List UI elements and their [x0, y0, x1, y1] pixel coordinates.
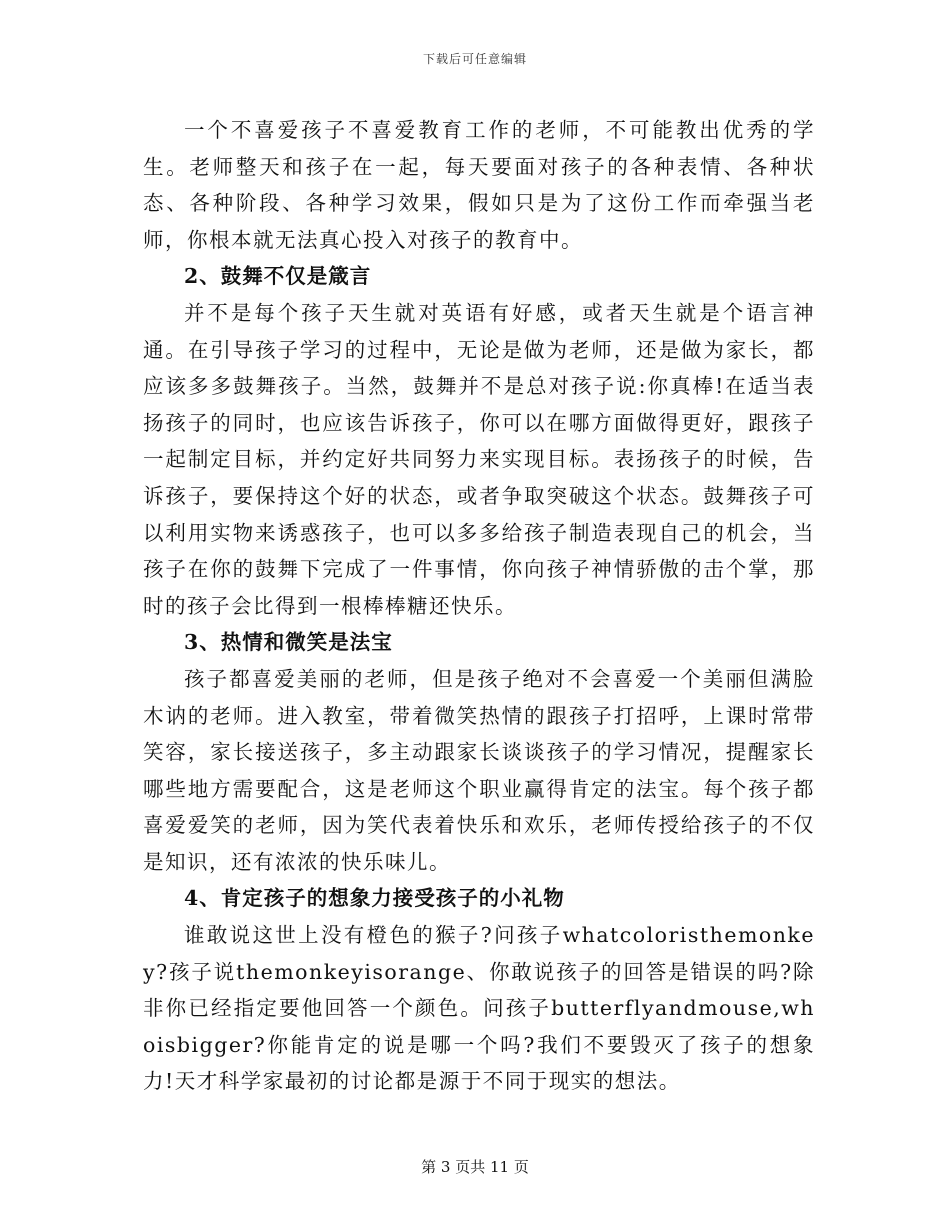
section-heading-2: 2、鼓舞不仅是箴言 [184, 264, 372, 289]
section-heading-3: 3、热情和微笑是法宝 [184, 630, 393, 655]
section-paragraph-3: 孩子都喜爱美丽的老师，但是孩子绝对不会喜爱一个美丽但满脸木讷的老师。进入教室，带着微笑热情的跟孩子打招呼，上课时常带笑容，家长接送孩子，多主动跟家长谈谈孩子的学习情况，提醒家长哪些地方需要配合，这是老师这个职业赢得肯定的法宝。每个孩子都喜爱爱笑的老师，因为笑代表着快乐和欢乐，老师传授给孩子的不仅是知识，还有浓浓的快乐味儿。 [143, 666, 815, 874]
page-number-footer: 第 3 页共 11 页 [421, 1158, 529, 1176]
section-heading-4: 4、肯定孩子的想象力接受孩子的小礼物 [184, 886, 565, 911]
section-paragraph-2: 并不是每个孩子天生就对英语有好感，或者天生就是个语言神通。在引导孩子学习的过程中，无论是做为老师，还是做为家长，都应该多多鼓舞孩子。当然，鼓舞并不是总对孩子说:你真棒!在适当表扬孩子的同时，也应该告诉孩子，你可以在哪方面做得更好，跟孩子一起制定目标，并约定好共同努力来实现目标。表扬孩子的时候，告诉孩子，要保持这个好的状态，或者争取突破这个状态。鼓舞孩子可以利用实物来诱惑孩子，也可以多多给孩子制造表现自己的机会，当孩子在你的鼓舞下完成了一件事情，你向孩子神情骄傲的击个掌，那时的孩子会比得到一根棒棒糖还快乐。 [143, 300, 815, 618]
page-header: 下载后可任意编辑 [422, 52, 527, 66]
section-paragraph-4: 谁敢说这世上没有橙色的猴子?问孩子whatcoloristhemonkey?孩子说themonkeyisorange、你敢说孩子的回答是错误的吗?除非你已经指定要他回答一个颜色。问孩子butterflyandmouse,whoisbigger?你能肯定的说是哪一个吗?我们不要毁灭了孩子的想象力!天才科学家最初的讨论都是源于不同于现实的想法。 [143, 923, 815, 1094]
intro-paragraph: 一个不喜爱孩子不喜爱教育工作的老师，不可能教出优秀的学生。老师整天和孩子在一起，每天要面对孩子的各种表情、各种状态、各种阶段、各种学习效果，假如只是为了这份工作而牵强当老师，你根本就无法真心投入对孩子的教育中。 [143, 118, 815, 252]
document-body [143, 112, 815, 1100]
